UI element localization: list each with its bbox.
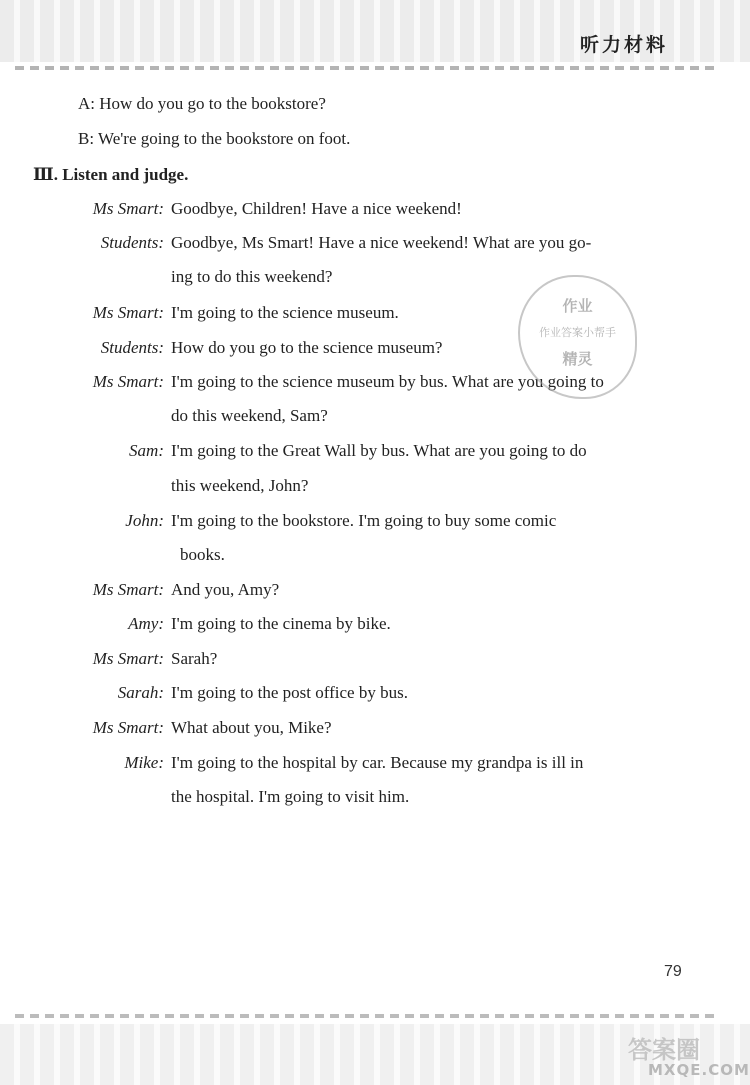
dialogue-line: I'm going to the science museum. bbox=[171, 303, 399, 322]
dialogue-line: Goodbye, Children! Have a nice weekend! bbox=[171, 199, 462, 218]
page-number: 79 bbox=[664, 963, 682, 980]
stamp-line: 作业答案小帮手 bbox=[539, 326, 616, 339]
speaker-label: John: bbox=[125, 511, 164, 530]
speaker-label: Amy: bbox=[128, 614, 164, 633]
dialogue-line: Goodbye, Ms Smart! Have a nice weekend! What are you go- bbox=[171, 233, 592, 252]
watermark-url: MXQE.COM bbox=[648, 1061, 750, 1079]
dialogue-line: do this weekend, Sam? bbox=[171, 406, 328, 425]
intro-text: How do you go to the bookstore? bbox=[99, 94, 326, 113]
bottom-divider bbox=[15, 1014, 720, 1018]
stamp-line: 作业 bbox=[562, 297, 593, 315]
top-divider bbox=[15, 66, 720, 70]
dialogue-line: I'm going to the bookstore. I'm going to buy some comic bbox=[171, 511, 557, 530]
dialogue-line: books. bbox=[180, 545, 225, 564]
dialogue-line: I'm going to the hospital by car. Because my grandpa is ill in bbox=[171, 753, 584, 772]
speaker-label: Ms Smart: bbox=[92, 199, 164, 218]
dialogue-line: And you, Amy? bbox=[171, 580, 280, 599]
dialogue-line: ing to do this weekend? bbox=[171, 267, 333, 286]
dialogue-line: What about you, Mike? bbox=[171, 718, 332, 737]
stamp-line: 精灵 bbox=[562, 350, 593, 368]
speaker-label: Mike: bbox=[124, 753, 164, 772]
dialogue-line: the hospital. I'm going to visit him. bbox=[171, 787, 410, 806]
speaker-label: Students: bbox=[100, 338, 164, 357]
watermark-logo: 答案圈 bbox=[628, 1036, 700, 1064]
dialogue-line: How do you go to the science museum? bbox=[171, 338, 443, 357]
dialogue-line: I'm going to the Great Wall by bus. What are you going to do bbox=[171, 441, 587, 460]
intro-line bbox=[78, 93, 326, 115]
intro-label: A: bbox=[78, 94, 95, 113]
intro-text: We're going to the bookstore on foot. bbox=[98, 129, 351, 148]
speaker-label: Ms Smart: bbox=[92, 649, 164, 668]
page-header-title: 听力材料 bbox=[579, 34, 668, 56]
section-heading: Ⅲ. Listen and judge. bbox=[33, 165, 189, 184]
speaker-label: Ms Smart: bbox=[92, 580, 164, 599]
speaker-label: Ms Smart: bbox=[92, 372, 164, 391]
intro-line bbox=[78, 128, 350, 150]
speaker-label: Sarah: bbox=[117, 683, 164, 702]
dialogue-line: I'm going to the cinema by bike. bbox=[171, 614, 391, 633]
dialogue-line: I'm going to the science museum by bus. What are you going to bbox=[171, 372, 604, 391]
speaker-label: Ms Smart: bbox=[92, 303, 164, 322]
dialogue-line: I'm going to the post office by bus. bbox=[171, 683, 408, 702]
intro-label: B: bbox=[78, 129, 95, 148]
speaker-label: Ms Smart: bbox=[92, 718, 164, 737]
speaker-label: Sam: bbox=[129, 441, 164, 460]
speaker-label: Students: bbox=[100, 233, 164, 252]
dialogue-line: this weekend, John? bbox=[171, 476, 309, 495]
dialogue-line: Sarah? bbox=[171, 649, 218, 668]
